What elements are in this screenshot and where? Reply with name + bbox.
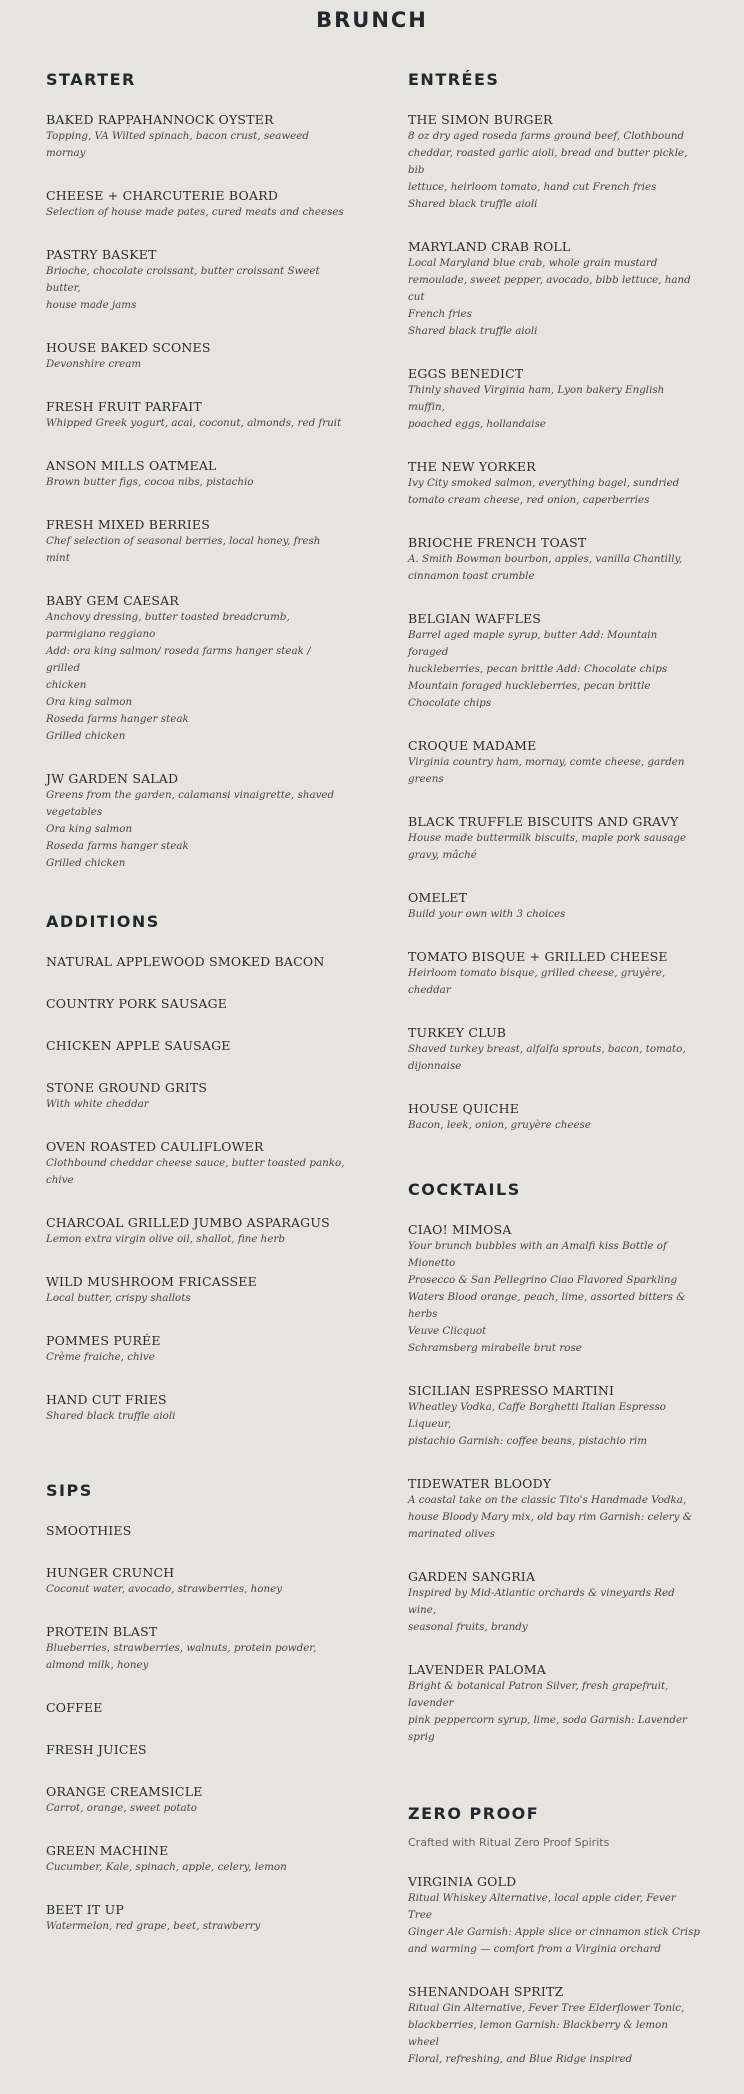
description-line: Shared black truffle aioli [408,325,538,337]
item-name: POMMES PURÉE [46,1333,161,1348]
description-line: remoulade, sweet pepper, avocado, bibb lettuce, hand cut [408,274,691,303]
menu-item-lavender-paloma [408,1662,700,1746]
item-description [46,128,346,162]
description-line: Clothbound cheddar cheese sauce, butter toasted panko, [46,1157,345,1169]
description-line: Grilled chicken [46,730,126,742]
menu-item-wild-mushroom-fricassee [46,1274,346,1307]
item-description [46,1859,346,1876]
menu-item-protein-blast [46,1624,346,1674]
description-line: Mountain foraged huckleberries, pecan brittle [408,680,651,692]
description-line: Topping, VA Wilted spinach, bacon crust, seaweed [46,130,309,142]
description-line: Local Maryland blue crab, whole grain mustard [408,257,658,269]
item-description [46,1581,346,1598]
section-title: STARTER [46,70,136,89]
description-line: Shaved turkey breast, alfalfa sprouts, bacon, tomato, [408,1043,686,1055]
menu-item-pastry-basket [46,247,346,314]
description-line: Bright & botanical Patron Silver, fresh grapefruit, lavender [408,1680,669,1709]
menu-item-garden-sangria [408,1569,700,1636]
description-line: Heirloom tomato bisque, grilled cheese, gruyère, cheddar [408,967,666,996]
description-line: French fries [408,308,472,320]
item-description [46,204,346,221]
menu-item-turkey-club [408,1025,700,1075]
description-line: Your brunch bubbles with an Amalfi kiss Bottle of Mionetto [408,1240,667,1269]
description-line: Chef selection of seasonal berries, local honey, fresh mint [46,535,321,564]
item-description [46,1290,346,1307]
description-line: lettuce, heirloom tomato, hand cut French fries [408,181,657,193]
description-line: Lemon extra virgin olive oil, shallot, fine herb [46,1233,285,1245]
section-title: SIPS [46,1481,93,1500]
item-name: HOUSE QUICHE [408,1101,520,1116]
description-line: tomato cream cheese, red onion, caperberries [408,494,650,506]
item-description [408,128,700,213]
description-line: Thinly shaved Virginia ham, Lyon bakery English muffin, [408,384,665,413]
item-name: SHENANDOAH SPRITZ [408,1984,564,1999]
item-description [46,609,346,745]
description-line: greens [408,773,444,785]
item-description [46,474,346,491]
item-name: ORANGE CREAMSICLE [46,1784,203,1799]
description-line: huckleberries, pecan brittle Add: Chocolate chips [408,663,668,675]
description-line: pink peppercorn syrup, lime, soda Garnish: Lavender sprig [408,1714,687,1743]
description-line: Build your own with 3 choices [408,908,566,920]
item-description [408,1678,700,1746]
item-name: TURKEY CLUB [408,1025,507,1040]
item-description [408,475,700,509]
item-name: THE SIMON BURGER [408,112,553,127]
item-description [408,1585,700,1636]
item-name: THE NEW YORKER [408,459,536,474]
menu-item-black-truffle-biscuits-and-gravy [408,814,700,864]
item-description [408,2000,700,2068]
menu-item-house-baked-scones [46,340,346,373]
item-name: CHEESE + CHARCUTERIE BOARD [46,188,279,203]
description-line: Floral, refreshing, and Blue Ridge inspired [408,2053,633,2065]
item-name: SMOOTHIES [46,1523,132,1538]
description-line: Whipped Greek yogurt, acai, coconut, almonds, red fruit [46,417,342,429]
item-description [46,787,346,872]
item-name: CROQUE MADAME [408,738,537,753]
menu-item-natural-applewood-smoked-bacon [46,954,346,970]
item-description [408,1890,700,1958]
item-description [46,1800,346,1817]
description-line: Shared black truffle aioli [408,198,538,210]
item-name: BAKED RAPPAHANNOCK OYSTER [46,112,274,127]
item-description [408,1399,700,1450]
item-name: SICILIAN ESPRESSO MARTINI [408,1383,615,1398]
menu-item-tidewater-bloody [408,1476,700,1543]
item-name: VIRGINIA GOLD [408,1874,517,1889]
menu-item-the-simon-burger [408,112,700,213]
description-line: Barrel aged maple syrup, butter Add: Mountain foraged [408,629,658,658]
item-description [46,1231,346,1248]
item-description [46,1096,346,1113]
description-line: Ivy City smoked salmon, everything bagel, sundried [408,477,680,489]
description-line: gravy, mâché [408,849,477,861]
description-line: seasonal fruits, brandy [408,1621,528,1633]
description-line: almond milk, honey [46,1659,149,1671]
description-line: Ritual Gin Alternative, Fever Tree Elderflower Tonic, [408,2002,685,2014]
description-line: mornay [46,147,86,159]
description-line: marinated olives [408,1528,495,1540]
description-line: With white cheddar [46,1098,149,1110]
description-line: Virginia country ham, mornay, comte cheese, garden [408,756,685,768]
description-line: vegetables [46,806,103,818]
menu-item-hand-cut-fries [46,1392,346,1425]
item-name: CHARCOAL GRILLED JUMBO ASPARAGUS [46,1215,330,1230]
menu-item-the-new-yorker [408,459,700,509]
item-name: JW GARDEN SALAD [46,771,179,786]
description-line: pistachio Garnish: coffee beans, pistachio rim [408,1435,648,1447]
menu-item-green-machine [46,1843,346,1876]
item-description [408,382,700,433]
item-name: BABY GEM CAESAR [46,593,180,608]
menu-item-omelet [408,890,700,923]
menu-item-oven-roasted-cauliflower [46,1139,346,1189]
section-additions [46,912,346,1425]
item-name: EGGS BENEDICT [408,366,524,381]
item-description [46,1155,346,1189]
item-description [408,754,700,788]
item-name: MARYLAND CRAB ROLL [408,239,571,254]
item-name: HOUSE BAKED SCONES [46,340,211,355]
menu-item-beet-it-up [46,1902,346,1935]
item-name: BRIOCHE FRENCH TOAST [408,535,587,550]
item-name: TOMATO BISQUE + GRILLED CHEESE [408,949,668,964]
left-column [46,70,346,1961]
menu-item-sicilian-espresso-martini [408,1383,700,1450]
description-line: Anchovy dressing, butter toasted breadcrumb, [46,611,290,623]
description-line: Selection of house made pates, cured meats and cheeses [46,206,344,218]
right-column [408,70,700,2094]
menu-item-maryland-crab-roll [408,239,700,340]
menu-item-shenandoah-spritz [408,1984,700,2068]
item-description [46,1640,346,1674]
item-name: COFFEE [46,1700,103,1715]
description-line: Ginger Ale Garnish: Apple slice or cinnamon stick Crisp [408,1926,700,1938]
menu-item-tomato-bisque-grilled-cheese [408,949,700,999]
description-line: Brown butter figs, cocoa nibs, pistachio [46,476,254,488]
description-line: dijonnaise [408,1060,462,1072]
description-line: blackberries, lemon Garnish: Blackberry & lemon wheel [408,2019,668,2048]
description-line: Greens from the garden, calamansi vinaigrette, shaved [46,789,335,801]
description-line: 8 oz dry aged roseda farms ground beef, Clothbound [408,130,685,142]
description-line: Crème fraiche, chive [46,1351,155,1363]
description-line: Brioche, chocolate croissant, butter croissant Sweet butter, [46,265,320,294]
section-entrees [408,70,700,1134]
description-line: Add: ora king salmon/ roseda farms hanger steak / grilled [46,645,311,674]
section-zero-proof [408,1804,700,2068]
item-description [46,415,346,432]
description-line: Shared black truffle aioli [46,1410,176,1422]
menu-item-smoothies [46,1523,346,1539]
section-title: ZERO PROOF [408,1804,540,1823]
description-line: Wheatley Vodka, Caffe Borghetti Italian Espresso Liqueur, [408,1401,666,1430]
item-description [408,830,700,864]
menu-item-baby-gem-caesar [46,593,346,745]
menu-item-ciao-mimosa [408,1222,700,1357]
section-title: ENTRÉES [408,70,500,89]
menu-item-pommes-puree [46,1333,346,1366]
menu-item-jw-garden-salad [46,771,346,872]
item-description [408,255,700,340]
menu-item-croque-madame [408,738,700,788]
item-name: CIAO! MIMOSA [408,1222,512,1237]
menu-item-house-quiche [408,1101,700,1134]
description-line: Waters Blood orange, peach, lime, assorted bitters & herbs [408,1291,686,1320]
item-description [408,1117,700,1134]
description-line: Carrot, orange, sweet potato [46,1802,197,1814]
item-name: OMELET [408,890,468,905]
menu-item-fresh-fruit-parfait [46,399,346,432]
item-name: WILD MUSHROOM FRICASSEE [46,1274,257,1289]
description-line: A coastal take on the classic Tito's Handmade Vodka, [408,1494,687,1506]
item-name: FRESH JUICES [46,1742,147,1757]
item-description [46,263,346,314]
section-starter [46,70,346,872]
menu-item-belgian-waffles [408,611,700,712]
item-description [46,356,346,373]
description-line: cheddar, roasted garlic aioli, bread and butter pickle, bib [408,147,688,176]
description-line: Bacon, leek, onion, gruyère cheese [408,1119,591,1131]
description-line: Local butter, crispy shallots [46,1292,191,1304]
description-line: Grilled chicken [46,857,126,869]
description-line: Inspired by Mid-Atlantic orchards & vineyards Red wine, [408,1587,675,1616]
description-line: Chocolate chips [408,697,492,709]
item-description [46,533,346,567]
description-line: and warming — comfort from a Virginia orchard [408,1943,661,1955]
description-line: cinnamon toast crumble [408,570,535,582]
description-line: house Bloody Mary mix, old bay rim Garnish: celery & [408,1511,692,1523]
item-name: FRESH FRUIT PARFAIT [46,399,202,414]
item-name: PASTRY BASKET [46,247,157,262]
description-line: Ora king salmon [46,823,133,835]
section-sips [46,1481,346,1935]
description-line: Ritual Whiskey Alternative, local apple cider, Fever Tree [408,1892,676,1921]
menu-item-country-pork-sausage [46,996,346,1012]
item-name: GREEN MACHINE [46,1843,169,1858]
page-title: BRUNCH [316,8,428,32]
item-name: LAVENDER PALOMA [408,1662,546,1677]
item-name: TIDEWATER BLOODY [408,1476,552,1491]
description-line: Ora king salmon [46,696,133,708]
description-line: Blueberries, strawberries, walnuts, protein powder, [46,1642,317,1654]
menu-item-stone-ground-grits [46,1080,346,1113]
description-line: chive [46,1174,74,1186]
item-name: HAND CUT FRIES [46,1392,167,1407]
item-name: BELGIAN WAFFLES [408,611,542,626]
item-description [46,1408,346,1425]
item-description [46,1349,346,1366]
description-line: Roseda farms hanger steak [46,713,189,725]
item-name: ANSON MILLS OATMEAL [46,458,217,473]
menu-item-anson-mills-oatmeal [46,458,346,491]
description-line: Watermelon, red grape, beet, strawberry [46,1920,261,1932]
menu-item-chicken-apple-sausage [46,1038,346,1054]
item-description [408,551,700,585]
item-description [408,627,700,712]
item-description [46,1918,346,1935]
description-line: Prosecco & San Pellegrino Ciao Flavored Sparkling [408,1274,678,1286]
item-name: BEET IT UP [46,1902,124,1917]
menu-item-brioche-french-toast [408,535,700,585]
item-name: NATURAL APPLEWOOD SMOKED BACON [46,954,325,969]
menu-item-fresh-mixed-berries [46,517,346,567]
item-name: OVEN ROASTED CAULIFLOWER [46,1139,264,1154]
item-name: HUNGER CRUNCH [46,1565,175,1580]
menu-item-fresh-juices [46,1742,346,1758]
description-line: poached eggs, hollandaise [408,418,546,430]
description-line: Schramsberg mirabelle brut rose [408,1342,582,1354]
description-line: Veuve Clicquot [408,1325,487,1337]
item-name: COUNTRY PORK SAUSAGE [46,996,228,1011]
section-title: COCKTAILS [408,1180,521,1199]
item-description [408,965,700,999]
description-line: A. Smith Bowman bourbon, apples, vanilla Chantilly, [408,553,683,565]
menu-item-virginia-gold [408,1874,700,1958]
item-name: FRESH MIXED BERRIES [46,517,210,532]
item-description [408,1041,700,1075]
description-line: House made buttermilk biscuits, maple pork sausage [408,832,687,844]
section-cocktails [408,1180,700,1746]
item-description [408,1492,700,1543]
description-line: Roseda farms hanger steak [46,840,189,852]
section-title: ADDITIONS [46,912,160,931]
description-line: Devonshire cream [46,358,142,370]
description-line: Cucumber, Kale, spinach, apple, celery, lemon [46,1861,287,1873]
menu-item-charcoal-grilled-jumbo-asparagus [46,1215,346,1248]
description-line: Coconut water, avocado, strawberries, honey [46,1583,283,1595]
item-name: GARDEN SANGRIA [408,1569,536,1584]
menu-item-orange-creamsicle [46,1784,346,1817]
menu-item-eggs-benedict [408,366,700,433]
menu-item-coffee [46,1700,346,1716]
menu-item-cheese-charcuterie-board [46,188,346,221]
section-note: Crafted with Ritual Zero Proof Spirits [408,1836,610,1849]
menu-item-baked-rappahannock-oyster [46,112,346,162]
description-line: parmigiano reggiano [46,628,156,640]
description-line: chicken [46,679,87,691]
item-name: BLACK TRUFFLE BISCUITS AND GRAVY [408,814,679,829]
menu-item-hunger-crunch [46,1565,346,1598]
item-name: CHICKEN APPLE SAUSAGE [46,1038,231,1053]
item-description [408,1238,700,1357]
description-line: house made jams [46,299,137,311]
item-description [408,906,700,923]
item-name: STONE GROUND GRITS [46,1080,208,1095]
item-name: PROTEIN BLAST [46,1624,158,1639]
